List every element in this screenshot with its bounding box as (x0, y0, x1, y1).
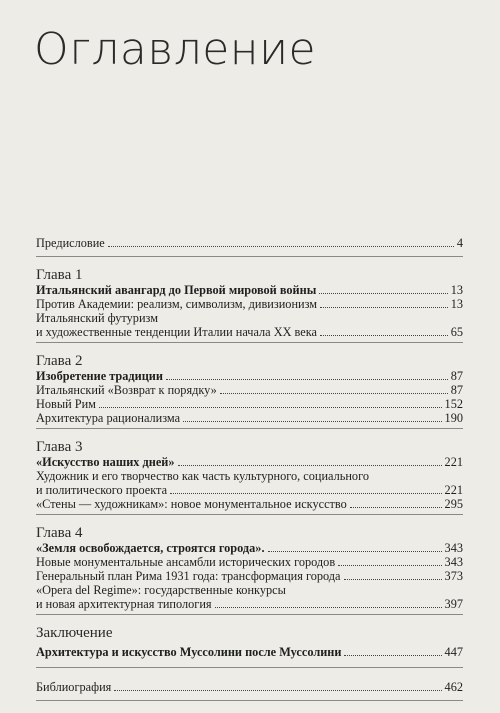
conclusion-group (36, 625, 463, 668)
toc-entry[interactable] (36, 645, 463, 659)
toc-entry[interactable] (36, 369, 463, 383)
chapter-4-group (36, 525, 463, 615)
toc-entry[interactable] (36, 497, 463, 511)
toc-entry-bibliography[interactable] (36, 680, 463, 694)
entry-page: 373 (444, 569, 463, 583)
entry-page: 13 (450, 283, 463, 297)
entry-title-line1: Художник и его творчество как часть культурного, социального (36, 469, 369, 483)
entry-page: 221 (444, 483, 463, 497)
entry-title: Изобретение традиции (36, 369, 163, 383)
dot-leader (114, 690, 441, 691)
chapter-1-group (36, 267, 463, 343)
page-title: Оглавление (34, 24, 317, 75)
entry-title: «Искусство наших дней» (36, 455, 175, 469)
toc-entry[interactable] (36, 455, 463, 469)
entry-title: и художественные тенденции Италии начала XX века (36, 325, 317, 339)
chapter-heading: Глава 3 (36, 439, 83, 455)
toc-entry[interactable] (36, 383, 463, 397)
dot-leader (338, 565, 441, 566)
toc-entry[interactable] (36, 597, 463, 611)
entry-title-line1: Итальянский футуризм (36, 311, 158, 325)
entry-title: и политического проекта (36, 483, 168, 497)
dot-leader (166, 379, 448, 380)
dot-leader (319, 293, 447, 294)
toc-entry[interactable] (36, 283, 463, 297)
dot-leader (178, 465, 442, 466)
dot-leader (183, 421, 441, 422)
chapter-3-group (36, 439, 463, 515)
entry-title: Предисловие (36, 236, 105, 250)
entry-page: 152 (444, 397, 463, 411)
toc-entry[interactable] (36, 297, 463, 311)
toc-entry[interactable] (36, 569, 463, 583)
entry-page: 87 (450, 383, 463, 397)
entry-page: 397 (444, 597, 463, 611)
toc-entry[interactable] (36, 541, 463, 555)
toc-entry[interactable] (36, 555, 463, 569)
entry-title: «Земля освобождается, строятся города». (36, 541, 265, 555)
entry-title: Новый Рим (36, 397, 96, 411)
entry-page: 87 (450, 369, 463, 383)
entry-page: 65 (450, 325, 463, 339)
entry-title: «Стены — художникам»: новое монументальное искусство (36, 497, 347, 511)
entry-page: 295 (444, 497, 463, 511)
entry-title: и новая архитектурная типология (36, 597, 212, 611)
dot-leader (215, 607, 442, 608)
entry-page: 447 (444, 645, 463, 659)
conclusion-heading: Заключение (36, 625, 113, 641)
entry-title-line1: «Opera del Regime»: государственные конкурсы (36, 583, 286, 597)
dot-leader (99, 407, 442, 408)
entry-page: 190 (444, 411, 463, 425)
entry-title: Против Академии: реализм, символизм, дивизионизм (36, 297, 318, 311)
entry-title: Новые монументальные ансамбли исторических городов (36, 555, 336, 569)
dot-leader (350, 507, 442, 508)
chapter-heading: Глава 4 (36, 525, 83, 541)
toc-entry[interactable] (36, 483, 463, 497)
dot-leader (220, 393, 448, 394)
dot-leader (320, 335, 448, 336)
dot-leader (344, 655, 441, 656)
entry-title: Генеральный план Рима 1931 года: трансформация города (36, 569, 341, 583)
entry-title: Архитектура и искусство Муссолини после Муссолини (36, 645, 342, 659)
entry-page: 343 (444, 555, 463, 569)
bibliography-group (36, 668, 463, 701)
dot-leader (268, 551, 442, 552)
toc-entry[interactable] (36, 325, 463, 339)
chapter-heading: Глава 2 (36, 353, 83, 369)
dot-leader (108, 246, 454, 247)
entry-page: 343 (444, 541, 463, 555)
entry-page: 13 (450, 297, 463, 311)
entry-title: Итальянский авангард до Первой мировой войны (36, 283, 317, 297)
dot-leader (170, 493, 442, 494)
entry-title: Итальянский «Возврат к порядку» (36, 383, 217, 397)
preface-group (36, 236, 463, 257)
entry-title: Библиография (36, 680, 112, 694)
entry-page: 221 (444, 455, 463, 469)
toc-entry[interactable] (36, 411, 463, 425)
table-of-contents (36, 236, 463, 701)
entry-title: Архитектура рационализма (36, 411, 181, 425)
dot-leader (344, 579, 442, 580)
toc-entry-preface[interactable] (36, 236, 463, 250)
entry-page: 462 (444, 680, 463, 694)
chapter-heading: Глава 1 (36, 267, 83, 283)
toc-entry[interactable] (36, 397, 463, 411)
dot-leader (320, 307, 448, 308)
entry-page: 4 (456, 236, 463, 250)
chapter-2-group (36, 353, 463, 429)
